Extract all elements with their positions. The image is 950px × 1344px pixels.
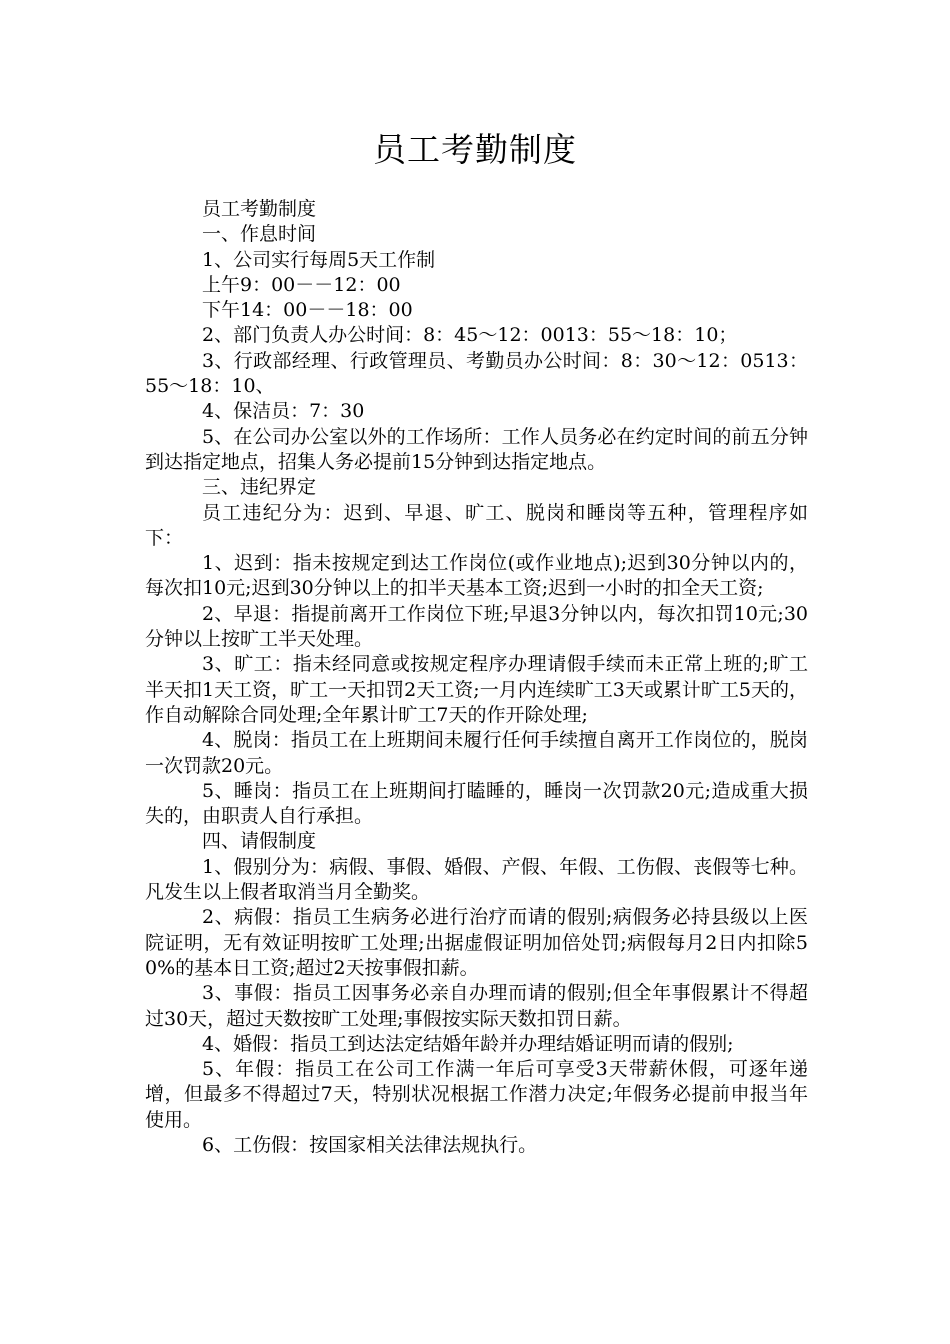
paragraph-subtitle: 员工考勤制度 [202,198,317,220]
section-heading-leave: 四、请假制度 [202,830,317,853]
paragraph: 3、行政部经理、行政管理员、考勤员办公时间：8：30～12：0513：55～18：10、 [145,349,808,398]
paragraph: 4、保洁员：7：30 [202,400,365,423]
paragraph: 5、在公司办公室以外的工作场所：工作人员务必在约定时间的前五分钟到达指定地点，招集人务必提前15分钟到达指定地点。 [145,425,808,473]
paragraph: 3、事假：指员工因事务必亲自办理而请的假别;但全年事假累计不得超过30天，超过天数按旷工处理;事假按实际天数扣罚日薪。 [145,982,808,1030]
paragraph: 3、旷工：指未经同意或按规定程序办理请假手续而未正常上班的;旷工半天扣1天工资，旷工一天扣罚2天工资;一月内连续旷工3天或累计旷工5天的，作自动解除合同处理;全年累计旷工7天的作开除处理; [145,653,808,726]
paragraph: 4、脱岗：指员工在上班期间未履行任何手续擅自离开工作岗位的，脱岗一次罚款20元。 [145,729,808,777]
paragraph: 5、年假：指员工在公司工作满一年后可享受3天带薪休假，可逐年递增，但最多不得超过7天，特别状况根据工作潜力决定;年假务必提前申报当年使用。 [145,1058,808,1131]
paragraph: 员工违纪分为：迟到、早退、旷工、脱岗和睡岗等五种，管理程序如下： [145,501,808,549]
section-heading-violations: 三、违纪界定 [202,476,317,499]
paragraph: 5、睡岗：指员工在上班期间打瞌睡的，睡岗一次罚款20元;造成重大损失的，由职责人自行承担。 [145,779,808,828]
paragraph: 1、迟到：指未按规定到达工作岗位(或作业地点);迟到30分钟以内的，每次扣10元;迟到30分钟以上的扣半天基本工资;迟到一小时的扣全天工资; [145,552,808,600]
paragraph: 2、部门负责人办公时间：8：45～12：0013：55～18：10； [202,324,738,347]
paragraph: 1、公司实行每周5天工作制 [202,248,436,271]
section-heading-work-hours: 一、作息时间 [202,223,317,246]
paragraph: 6、工伤假：按国家相关法律法规执行。 [202,1133,538,1156]
paragraph: 下午14：00－－18：00 [202,299,413,322]
paragraph: 1、假别分为：病假、事假、婚假、产假、年假、工伤假、丧假等七种。凡发生以上假者取消当月全勤奖。 [145,855,808,904]
paragraph: 2、病假：指员工生病务必进行治疗而请的假别;病假务必持县级以上医院证明，无有效证明按旷工处理;出据虚假证明加倍处罚;病假每月2日内扣除50%的基本日工资;超过2天按事假扣薪。 [145,906,808,979]
document-title: 员工考勤制度 [373,130,577,169]
document-body [145,197,808,1158]
paragraph: 4、婚假：指员工到达法定结婚年龄并办理结婚证明而请的假别; [202,1032,734,1055]
paragraph: 2、早退：指提前离开工作岗位下班;早退3分钟以内，每次扣罚10元;30分钟以上按旷工半天处理。 [145,602,808,651]
paragraph: 上午9：00－－12：00 [202,273,401,296]
